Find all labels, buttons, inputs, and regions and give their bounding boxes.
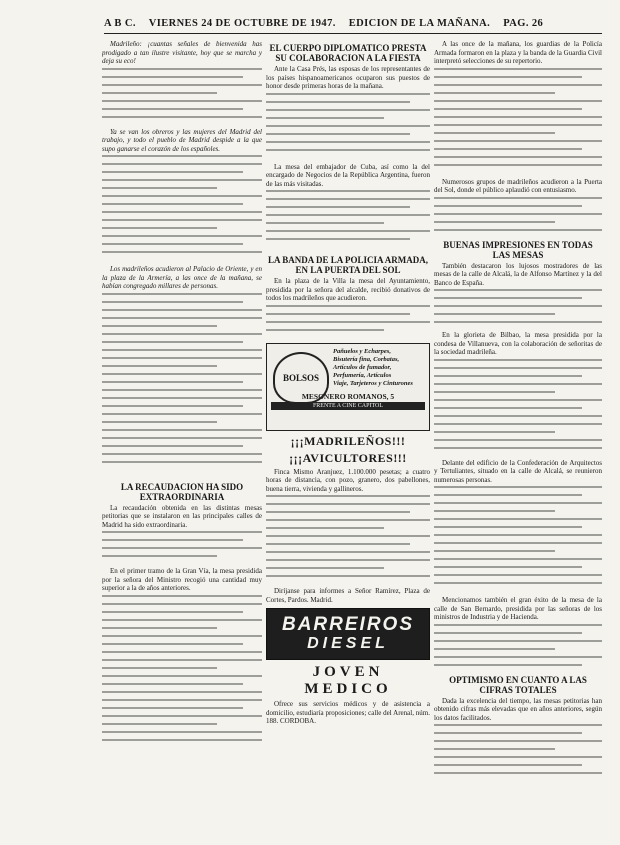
- headline-buenas-impresiones: BUENAS IMPRESIONES EN TODAS LAS MESAS: [443, 239, 593, 260]
- header-rule: [104, 33, 602, 34]
- article-paragraph: La recaudación obtenida en las distintas mesas petitorias que se instalaron en las principales calles de Madrid ha sido extraordinaria.: [102, 503, 262, 529]
- column-3: [434, 40, 602, 784]
- article-paragraph: En la plaza de la Villa la mesa del Ayuntamiento, presidida por la señora del alcalde, recibió donativos de todos los madrileños que acudieron.: [266, 277, 430, 302]
- ad-address: MESONERO ROMANOS, 5: [301, 391, 395, 401]
- article-paragraph: Dada la excelencia del tiempo, las mesas petitorias han obtenido cifras más elevadas que en años anteriores, según los datos facilitados.: [434, 696, 602, 722]
- ad-line: Bisutería fina, Corbatas,: [333, 355, 400, 363]
- accessories-advertisement: [266, 343, 430, 431]
- page-number: PAG. 26: [503, 18, 544, 29]
- text-lines: [434, 486, 602, 596]
- article-paragraph: Madrileño: ¡cuantas señales de bienvenida has prodigado a tan ilustre visitante, hoy que se marcha y deja su eco!: [102, 40, 262, 65]
- text-lines: [102, 155, 262, 265]
- article-paragraph: Ante la Casa Prés, las esposas de los representantes de los países hispanoamericanos ocuparon sus puestos de honor desde primeras horas de la mañana.: [266, 65, 430, 90]
- barreiros-diesel-ad: [266, 608, 430, 660]
- madrilenos-heading: ¡¡¡MADRILEÑOS!!!: [290, 433, 406, 448]
- text-lines: [434, 197, 602, 237]
- ad-address-note: FRENTE A CINE CAPITOL: [271, 402, 425, 410]
- avicultores-heading: ¡¡¡AVICULTORES!!!: [289, 450, 407, 465]
- joven-medico-heading: JOVEN MEDICO: [304, 664, 392, 697]
- text-lines: [266, 190, 430, 252]
- article-paragraph: Numerosos grupos de madrileños acudieron a la Puerta del Sol, donde el público aplaudió con entusiasmo.: [434, 177, 602, 194]
- text-lines: [434, 624, 602, 672]
- text-lines: [266, 93, 430, 163]
- article-paragraph: En el primer tramo de la Gran Vía, la mesa presidida por la señora del Ministro recogió una cantidad muy superior a la de años anteriores.: [102, 567, 262, 592]
- ad-line: Pañuelos y Echarpes,: [333, 347, 391, 355]
- classified-paragraph: Diríjanse para informes a Señor Ramírez, Plaza de Cortes, Pardos. Madrid.: [266, 587, 430, 604]
- article-paragraph: Mencionamos también el gran éxito de la mesa de la calle de San Bernardo, presidida por las señoras de los ministros de Industria y de Hacienda.: [434, 596, 602, 621]
- headline-recaudacion: LA RECAUDACION HA SIDO EXTRAORDINARIA: [120, 481, 244, 502]
- text-lines: [266, 495, 430, 587]
- column-2: [266, 40, 430, 728]
- paper-name: A B C.: [104, 18, 136, 29]
- article-paragraph: También destacaron los lujosos mostradores de las mesas de la calle de Alcalá, la de Alfonso Martínez y la del Banco de España.: [434, 261, 602, 287]
- classified-paragraph: Finca Mismo Aranjuez, 1.100.000 pesetas; a cuatro horas de distancia, con pozo, granero, dos pabellones, buena tierra, vivienda y gallineros.: [266, 467, 430, 493]
- diesel-label: DIESEL: [307, 635, 389, 652]
- headline-banda-policia: LA BANDA DE LA POLICIA ARMADA, EN LA PUERTA DEL SOL: [267, 255, 429, 275]
- column-1: [102, 40, 262, 755]
- ad-line: Artículos de fumador,: [333, 363, 392, 371]
- text-lines: [102, 595, 262, 755]
- headline-optimismo: OPTIMISMO EN CUANTO A LAS CIFRAS TOTALES: [449, 674, 587, 695]
- article-paragraph: La mesa del embajador de Cuba, así como la del encargado de Negocios de la República Argentina, fueron de las más visitadas.: [266, 162, 430, 188]
- text-lines: [434, 289, 602, 331]
- article-paragraph: Ya se van los obreros y las mujeres del Madrid del trabajo, y todo el pueblo de Madrid despide a la que supo ganarse el corazón de los españoles.: [102, 127, 262, 153]
- issue-date: VIERNES 24 DE OCTUBRE DE 1947.: [148, 18, 336, 29]
- text-lines: [434, 68, 602, 178]
- text-lines: [102, 293, 262, 479]
- text-lines: [102, 531, 262, 567]
- barreiros-brand: BARREIROS: [281, 614, 414, 635]
- text-lines: [266, 305, 430, 339]
- text-lines: [434, 359, 602, 459]
- article-paragraph: Los madrileños acudieron al Palacio de Oriente, y en la plaza de la Armería, a las once de la mañana, se habían congregado millares de personas.: [102, 265, 262, 290]
- ad-product-list: [333, 348, 425, 388]
- article-paragraph: En la glorieta de Bilbao, la mesa presidida por la condesa de Villanueva, con la colaboración de señoritas de la sociedad madrileña.: [434, 331, 602, 356]
- shop-logo: BOLSOS: [273, 352, 329, 404]
- ad-line: Viaje, Tarjeteros y Cinturones: [333, 379, 413, 387]
- article-paragraph: Delante del edificio de la Confederación de Arquitectos y Tertuliantes, situado en la calle de Alcalá, se reunieron numerosas personas.: [434, 458, 602, 484]
- classified-paragraph: Ofrece sus servicios médicos y de asistencia a domicilio, estudiaría proposiciones; calle del Arenal, núm. 188. CORDOBA.: [266, 700, 430, 725]
- article-paragraph: A las once de la mañana, los guardias de la Policía Armada formaron en la plaza y la banda de la Guardia Civil interpretó selecciones de su repertorio.: [434, 40, 602, 65]
- text-lines: [102, 68, 262, 128]
- text-lines: [434, 724, 602, 784]
- page-header: [104, 18, 604, 32]
- headline-cuerpo-diplomatico: EL CUERPO DIPLOMATICO PRESTA SU COLABORACION A LA FIESTA: [269, 43, 427, 63]
- ad-line: Perfumería, Artículos: [333, 371, 392, 379]
- edition-label: EDICION DE LA MAÑANA.: [348, 18, 491, 29]
